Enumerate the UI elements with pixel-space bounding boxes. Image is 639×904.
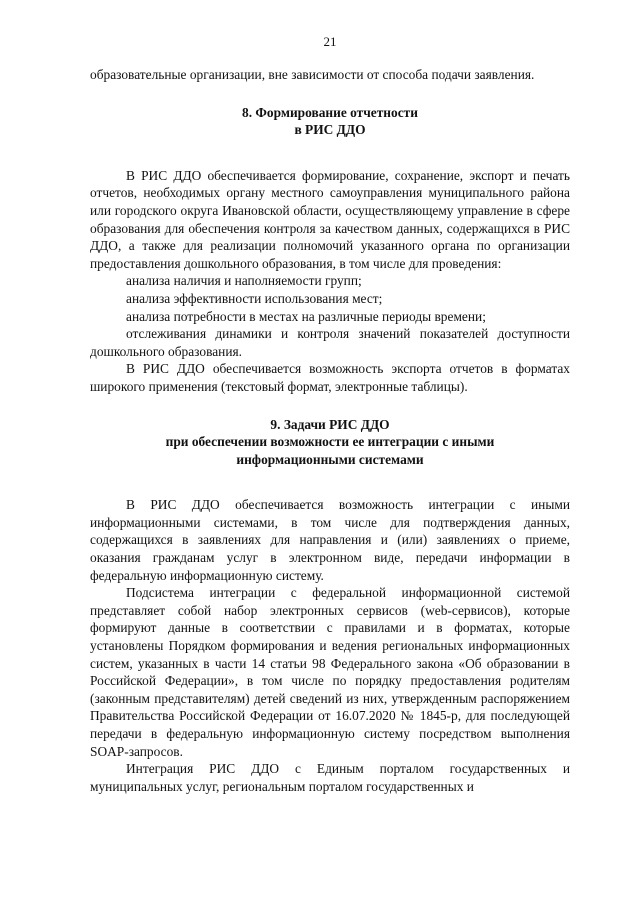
section9-paragraph2: Подсистема интеграции с федеральной информационной системой представляет собой набор электронных сервисов (web-сервисов), которые формируют данные в соответствии с правилами и в форматах, которые установлены Порядком формирования и ведения региональных информационных систем, указанных в части 14 статьи 98 Федерального закона «Об образовании в Российской Федерации», в том числе по порядку предоставления родителям (законным представителям) детей сведений из них, утвержденным распоряжением Правительства Российской Федерации от 16.07.2020 № 1845-р, для последующей передачи в федеральную информационную систему посредством выполнения SOAP-запросов. bbox=[90, 585, 570, 759]
section8-list bbox=[90, 272, 570, 360]
section8-heading-line2: в РИС ДДО bbox=[294, 122, 366, 138]
list-item: анализа наличия и наполняемости групп; bbox=[126, 273, 362, 289]
section9-paragraph3: Интеграция РИС ДДО с Единым порталом государственных и муниципальных услуг, региональным порталом государственных и bbox=[90, 761, 570, 794]
list-item: анализа эффективности использования мест; bbox=[126, 290, 383, 306]
document-page bbox=[90, 34, 570, 795]
list-item: отслеживания динамики и контроля значений показателей доступности дошкольного образования. bbox=[90, 326, 570, 359]
list-item: анализа потребности в местах на различные периоды времени; bbox=[126, 308, 486, 324]
section9-heading-line1: 9. Задачи РИС ДДО bbox=[270, 416, 390, 432]
section9-paragraph1: В РИС ДДО обеспечивается возможность интеграции с иными информационными системами, в том числе для подтверждения данных, содержащихся в заявлениях для направления и (или) заявлениях о приеме, оказания гражданам услуг в электронном виде, передачи информации в федеральную информационную систему. bbox=[90, 497, 570, 583]
page-number: 21 bbox=[323, 34, 337, 49]
section9-heading bbox=[90, 416, 570, 469]
section9-heading-line2: при обеспечении возможности ее интеграции с иными bbox=[165, 434, 495, 450]
section8-paragraph2: В РИС ДДО обеспечивается возможность экспорта отчетов в форматах широкого применения (текстовый формат, электронные таблицы). bbox=[90, 361, 570, 394]
section8-heading bbox=[90, 104, 570, 139]
section8-heading-line1: 8. Формирование отчетности bbox=[242, 104, 418, 120]
section9-heading-line3: информационными системами bbox=[236, 451, 424, 467]
section8-paragraph1: В РИС ДДО обеспечивается формирование, сохранение, экспорт и печать отчетов, необходимых органу местного самоуправления муниципального района или городского округа Ивановской области, осуществляющему управление в сфере образования для обеспечения контроля за качеством данных, содержащихся в РИС ДДО, а также для реализации полномочий указанного органа по организации предоставления дошкольного образования, в том числе для проведения: bbox=[90, 167, 570, 271]
intro-paragraph: образовательные организации, вне зависимости от способа подачи заявления. bbox=[90, 67, 535, 82]
